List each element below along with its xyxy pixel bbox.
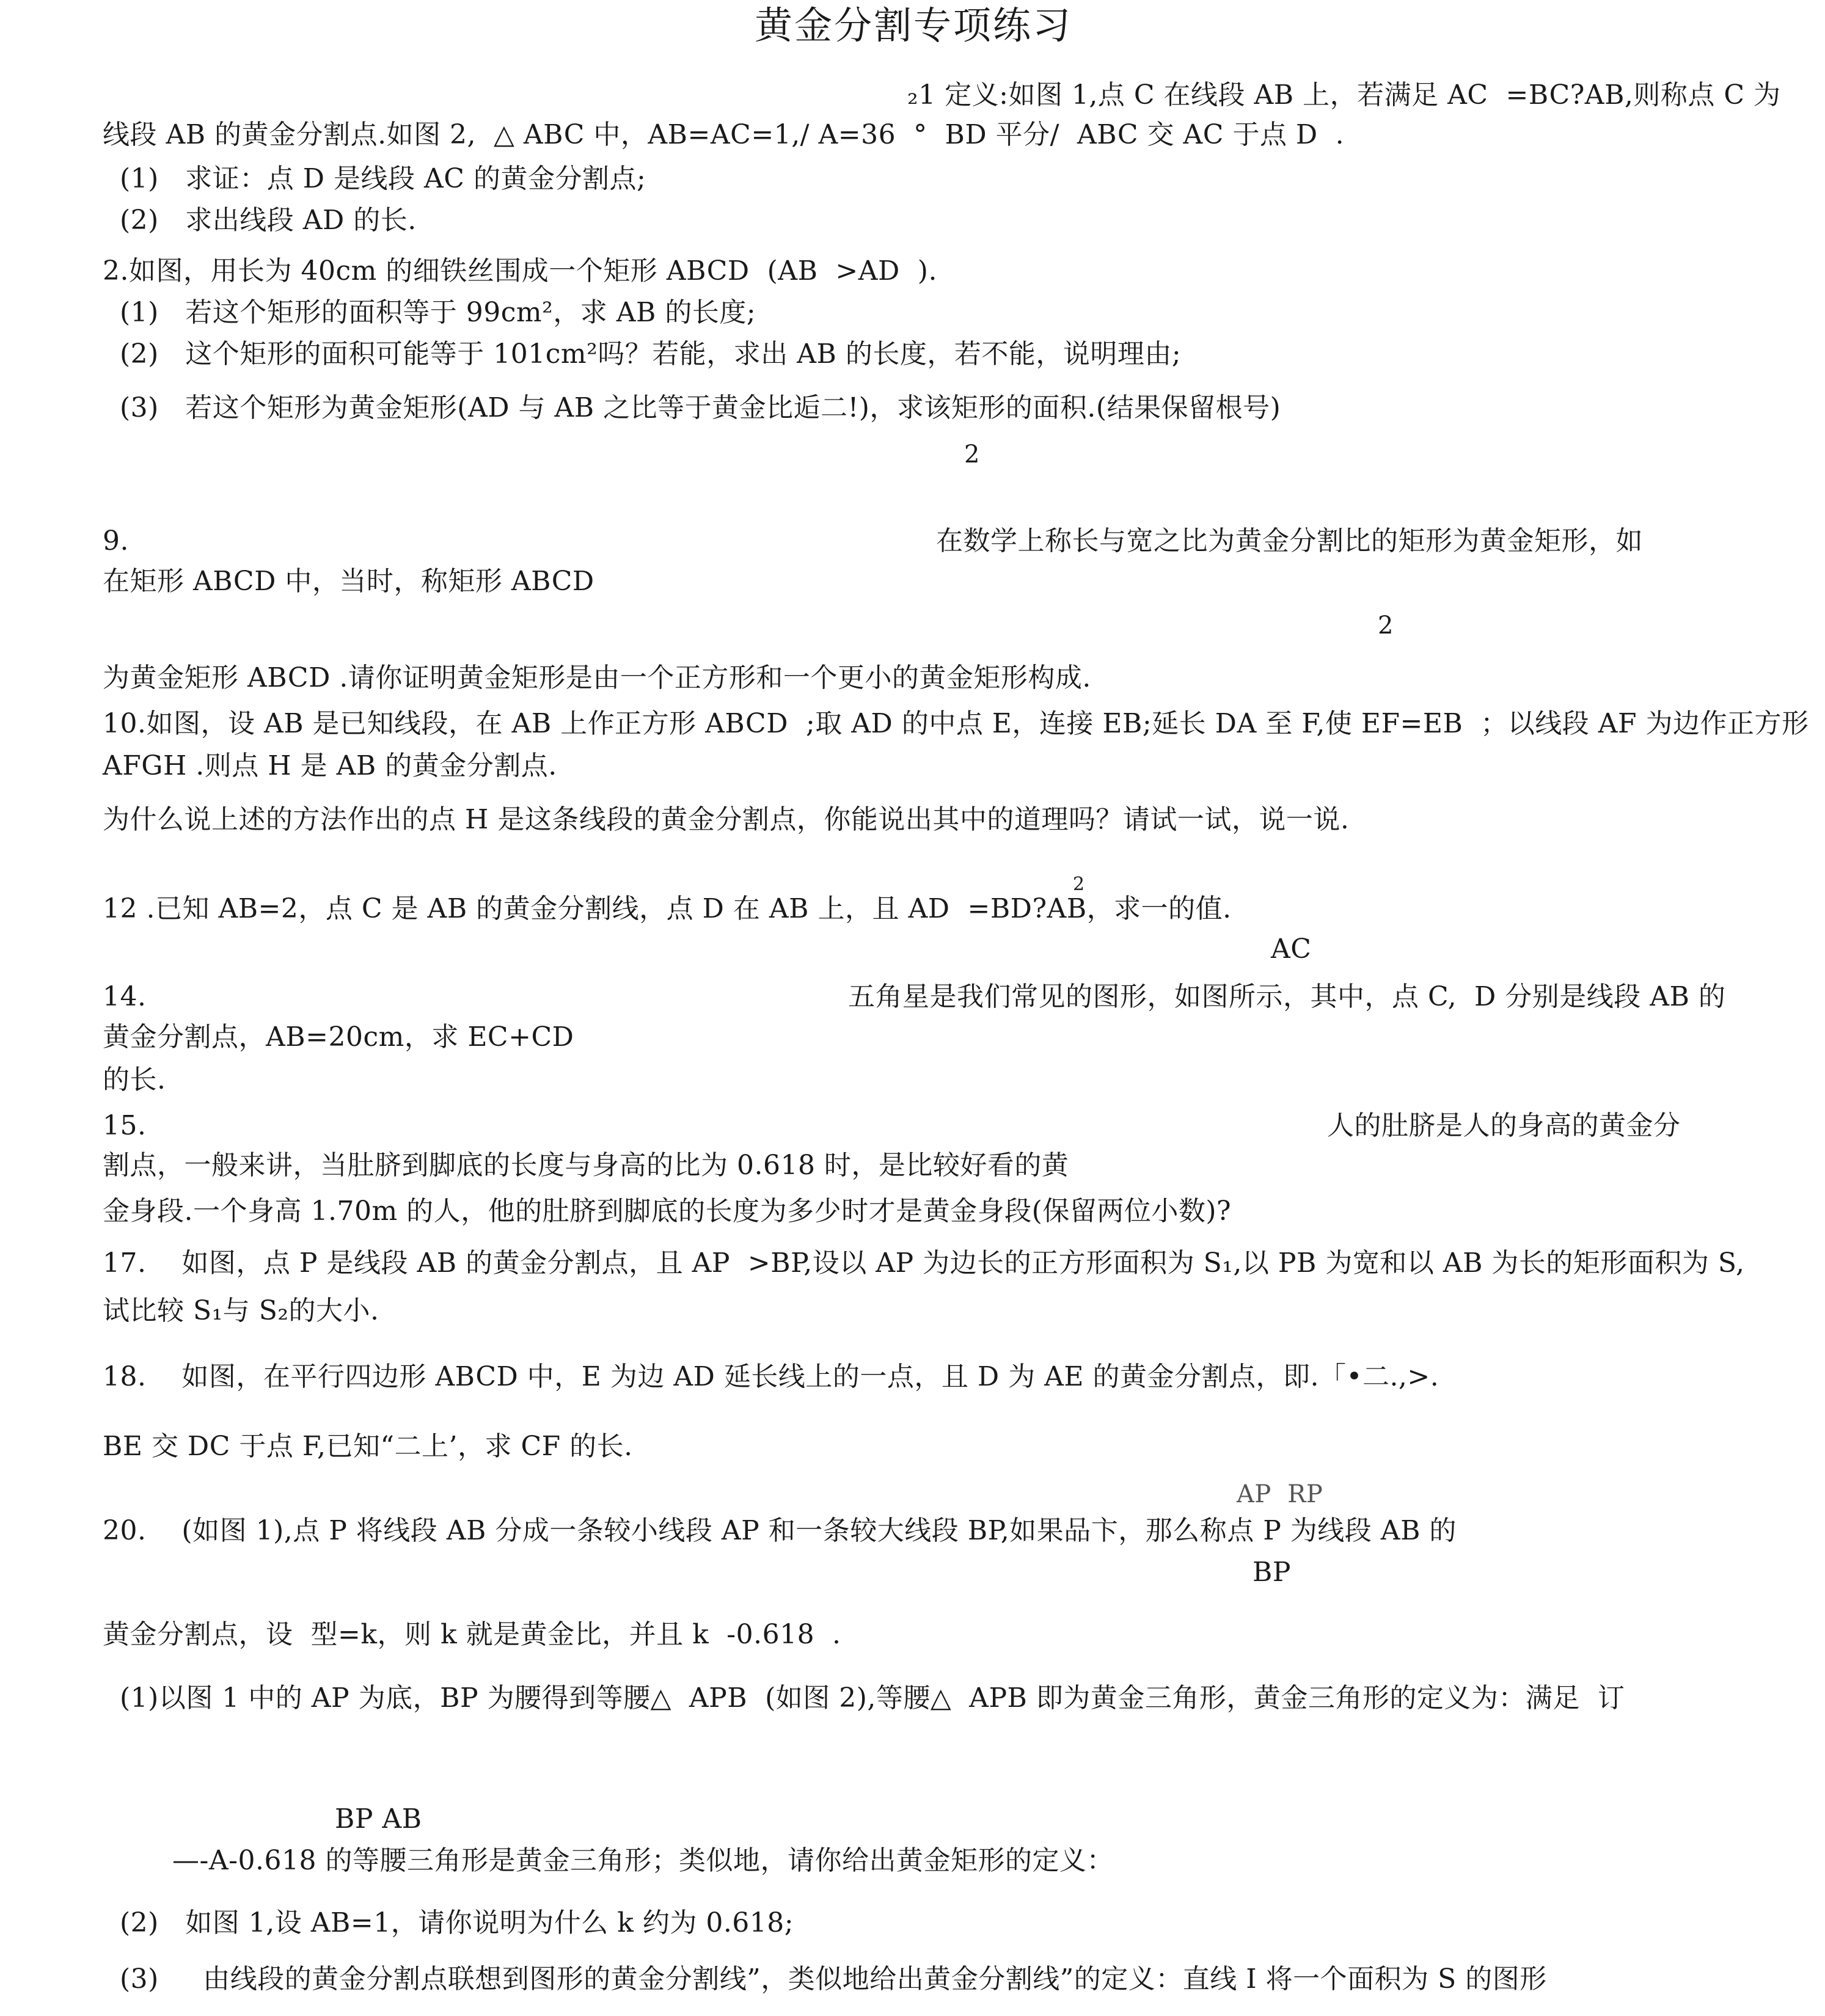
problem-12-superscript: 2 xyxy=(1073,874,1085,895)
problem-18-line-1: 18. 如图，在平行四边形 ABCD 中，E 为边 AD 延长线上的一点，且 D 为 AE 的黄金分割点，即.「•二.,>. xyxy=(103,1361,1439,1392)
problem-20-part-2: (2) 如图 1,设 AB=1，请你说明为什么 k 约为 0.618; xyxy=(120,1907,794,1938)
problem-2-subscript: 2 xyxy=(964,440,980,469)
problem-20-fraction-denominator: BP xyxy=(1253,1557,1291,1588)
problem-1-part-1: (1) 求证：点 D 是线段 AC 的黄金分割点; xyxy=(120,163,646,194)
problem-9-line-3: 为黄金矩形 ABCD .请你证明黄金矩形是由一个正方形和一个更小的黄金矩形构成. xyxy=(103,662,1091,693)
problem-20-part-3: (3) 由线段的黄金分割点联想到图形的黄金分割线”，类似地给出黄金分割线”的定义：直线 I 将一个面积为 S 的图形 xyxy=(120,1963,1547,1995)
problem-9-number: 9. xyxy=(103,525,129,557)
problem-20-part-1-continued: —-A-0.618 的等腰三角形是黄金三角形；类似地，请你给出黄金矩形的定义： xyxy=(172,1845,1114,1876)
problem-10-line-3: 为什么说上述的方法作出的点 H 是这条线段的黄金分割点，你能说出其中的道理吗？请试一试，说一说. xyxy=(103,804,1350,835)
problem-18-line-2: BE 交 DC 于点 F,已知“二上’，求 CF 的长. xyxy=(103,1431,633,1462)
problem-10-line-2: AFGH .则点 H 是 AB 的黄金分割点. xyxy=(103,750,557,781)
problem-20-part-1: (1)以图 1 中的 AP 为底，BP 为腰得到等腰△ APB (如图 2),等腰△ APB 即为黄金三角形，黄金三角形的定义为：满足 订 xyxy=(120,1682,1625,1714)
problem-9-line-1: 在数学上称长与宽之比为黄金分割比的矩形为黄金矩形，如 xyxy=(936,525,1643,557)
problem-20-line-1: 20. (如图 1),点 P 将线段 AB 分成一条较小线段 AP 和一条较大线段 BP,如果品卞，那么称点 P 为线段 AB 的 xyxy=(103,1515,1457,1546)
problem-17-line-1: 17. 如图，点 P 是线段 AB 的黄金分割点，且 AP >BP,设以 AP 为边长的正方形面积为 S₁,以 PB 为宽和以 AB 为长的矩形面积为 S, xyxy=(103,1247,1745,1279)
problem-2-stem: 2.如图，用长为 40cm 的细铁丝围成一个矩形 ABCD (AB >AD ). xyxy=(103,255,937,287)
problem-20-fraction-label: BP AB xyxy=(335,1803,422,1835)
problem-1-line-2: 线段 AB 的黄金分割点.如图 2, △ ABC 中，AB=AC=1,/ A=36 ° BD 平分/ ABC 交 AC 于点 D . xyxy=(103,119,1345,150)
problem-12-denominator: AC xyxy=(1271,933,1312,965)
problem-14-line-2: 黄金分割点，AB=20cm，求 EC+CD xyxy=(103,1021,574,1053)
problem-15-number: 15. xyxy=(103,1110,147,1141)
problem-2-part-1: (1) 若这个矩形的面积等于 99cm²，求 AB 的长度; xyxy=(120,297,756,328)
problem-15-line-3: 金身段.一个身高 1.70m 的人，他的肚脐到脚底的长度为多少时才是黄金身段(保留两位小数)? xyxy=(103,1196,1232,1227)
problem-9-subscript: 2 xyxy=(1378,612,1394,640)
problem-14-line-3: 的长. xyxy=(103,1064,166,1095)
problem-2-part-2: (2) 这个矩形的面积可能等于 101cm²吗？若能，求出 AB 的长度，若不能，说明理由; xyxy=(120,338,1182,370)
problem-14-number: 14. xyxy=(103,981,147,1012)
problem-1-part-2: (2) 求出线段 AD 的长. xyxy=(120,205,417,236)
problem-1-line-1: ₂1 定义:如图 1,点 C 在线段 AB 上，若满足 AC =BC?AB,则称点 C 为 xyxy=(907,79,1781,111)
problem-14-line-1: 五角星是我们常见的图形，如图所示，其中，点 C, D 分别是线段 AB 的 xyxy=(848,981,1726,1012)
problem-15-line-2: 割点，一般来讲，当肚脐到脚底的长度与身高的比为 0.618 时，是比较好看的黄 xyxy=(103,1150,1069,1181)
page-title: 黄金分割专项练习 xyxy=(755,3,1073,48)
problem-20-fraction-numerator: AP RP xyxy=(1237,1480,1323,1508)
problem-12-line: 12 .已知 AB=2，点 C 是 AB 的黄金分割线，点 D 在 AB 上，且 AD =BD?AB，求一的值. xyxy=(103,893,1232,924)
problem-9-line-2: 在矩形 ABCD 中，当时，称矩形 ABCD xyxy=(103,566,594,597)
problem-20-line-2: 黄金分割点，设 型=k，则 k 就是黄金比，并且 k -0.618 . xyxy=(103,1619,841,1650)
problem-17-line-2: 试比较 S₁与 S₂的大小. xyxy=(103,1295,379,1326)
problem-2-part-3: (3) 若这个矩形为黄金矩形(AD 与 AB 之比等于黄金比逅二!)，求该矩形的面积.(结果保留根号) xyxy=(120,392,1281,423)
problem-15-line-1: 人的肚脐是人的身高的黄金分 xyxy=(1327,1110,1681,1141)
problem-10-line-1: 10.如图，设 AB 是已知线段，在 AB 上作正方形 ABCD ;取 AD 的中点 E，连接 EB;延长 DA 至 F,使 EF=EB ；以线段 AF 为边作正方形 xyxy=(103,708,1809,739)
